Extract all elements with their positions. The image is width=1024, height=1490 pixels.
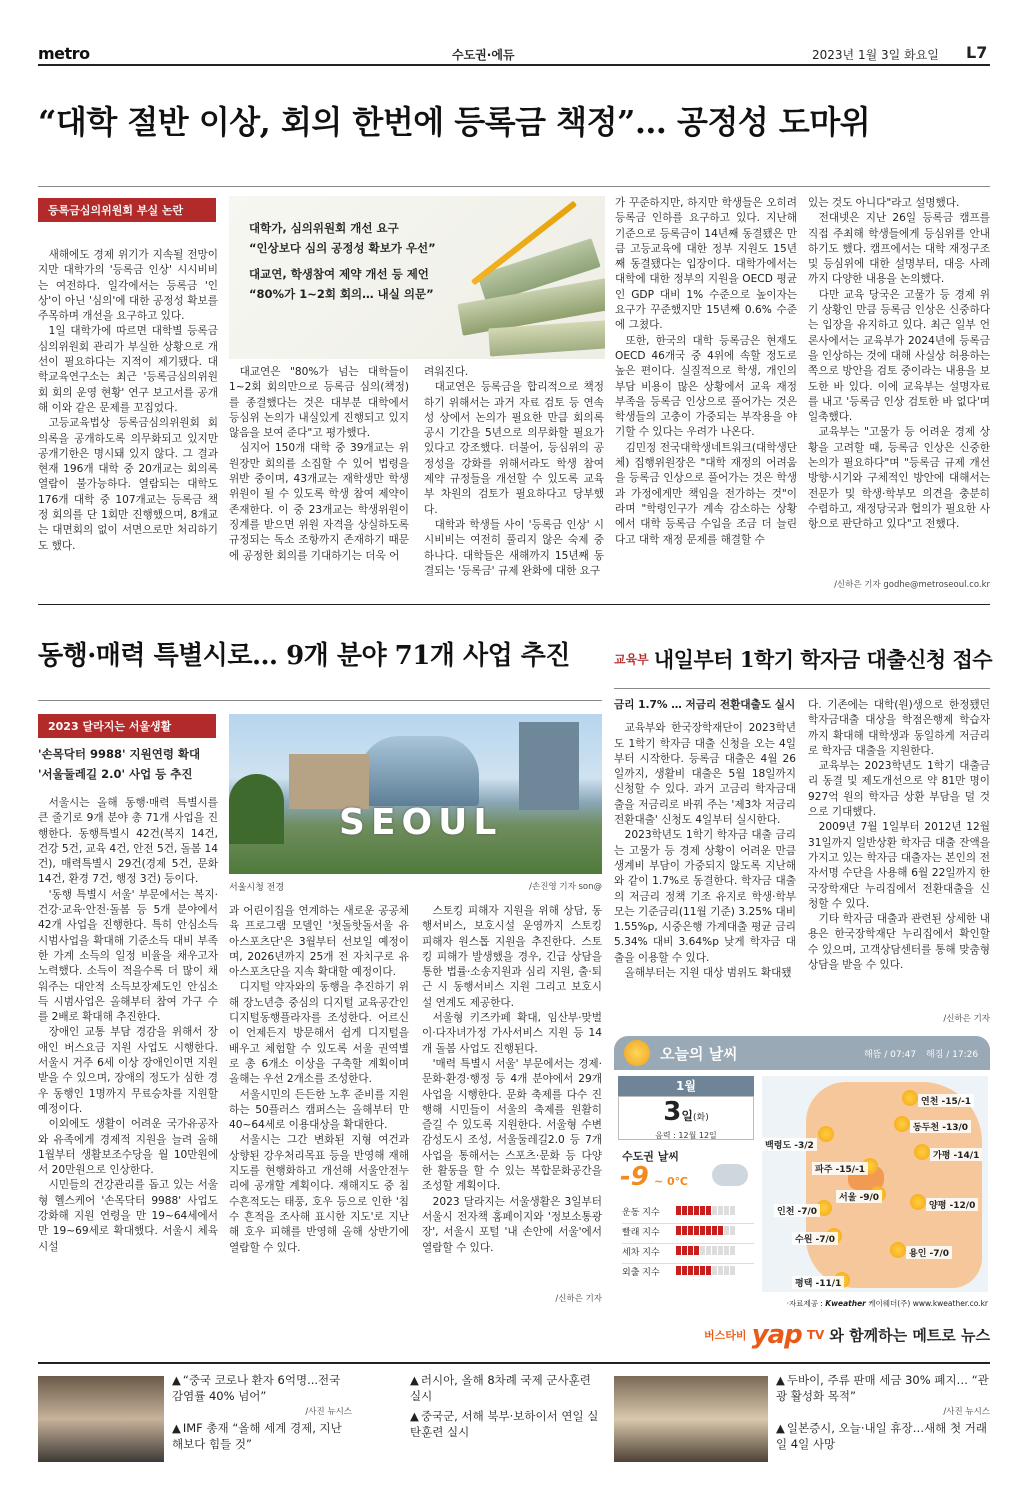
article2-tag	[38, 714, 218, 738]
weather-box	[614, 1036, 990, 1314]
city-label: 서울 -9/0	[836, 1190, 882, 1203]
weather-source: ·자료제공 : Kweather 케이웨더(주) www.kweather.co.kr	[786, 1299, 988, 1308]
calendar-month: 1월	[618, 1076, 754, 1096]
building-shape	[519, 722, 579, 810]
page-header	[0, 0, 1024, 64]
article1-rule	[38, 186, 990, 187]
article1-col3: 려워진다. 대교연은 등록금을 합리적으로 책정하기 위해서는 과거 자료 검토 등 연속성 상에서 논의가 필요한 만큼 회의록 공시 기간을 5년으로 의무화할 필요가 있다고 강조했다. 더불어, 등심위의 공정성을 강화를 위해서라도 학생 참여 제약 규정들을 개선할 수 있도록 교육부 차원의 검토가 필요하다고 당부했다. 대학과 학생들 사이 '등록금 인상' 시시비비는 여전히 풀리지 않은 숙제 중 하나다. 대학들은 새해까지 15년째 동결되는 '등록금' 규제 완화에 대한 요구	[424, 366, 604, 577]
region-label: 수도권 날씨	[622, 1150, 679, 1163]
article3-rule	[614, 688, 990, 689]
index-bar	[688, 1226, 693, 1235]
article3-col2: 다. 기존에는 대학(원)생으로 한정됐던 학자금대출 대상을 학점은행제 학습자까지 확대해 대학생과 동일하게 저금리로 학자금 대출을 지원한다. 교육부는 2023학년도 1학기 대출금리 동결 및 제도개선으로 약 81만 명이 927억 원의 학자금 상환 부담을 덜 것으로 기대했다. 2009년 7월 1일부터 2012년 12월 31일까지 일반상환 학자금 대출 잔액을 가지고 있는 학자금 대출자는 본인의 전자서명 수단을 사용해 6월 22일까지 한국장학재단 누리집에서 전환대출을 신청할 수 있다. 기타 학자금 대출과 관련된 상세한 내용은 한국장학재단 누리집에서 확인할 수 있으며, 고객상담센터를 통해 맞춤형 상담을 받을 수 있다.	[808, 699, 990, 972]
tag-label: 2023 달라지는 서울생활	[38, 714, 216, 738]
photo-caption: 대학가, 심의위원회 개선 요구 “인상보다 심의 공정성 확보가 우선” 대교연, 학생참여 제약 개선 등 제언 “80%가 1~2회 회의… 내실 의문”	[249, 221, 436, 301]
index-bar	[730, 1206, 735, 1215]
news-text: ▲ 러시아, 올해 8차례 국제 군사훈련 실시 ▲ 중국군, 서해 북부·보하이서 연일 실탄훈련 실시	[410, 1373, 599, 1439]
section-rule	[38, 604, 990, 605]
index-bar	[724, 1246, 729, 1255]
article1-tag	[38, 198, 218, 222]
index-bar	[688, 1246, 693, 1255]
index-bar	[724, 1226, 729, 1235]
article1-col2: 대교연은 "80%가 넘는 대학들이 1~2회 회의만으로 등록금 심의(책정)를 종결했다는 것은 대부분 대학에서 등심위 논의가 내실있게 진행되고 있지 않음을 보여 준다"고 평가했다. 심지어 150개 대학 중 39개교는 위원장만 회의를 소집할 수 있어 법령을 위반 중이며, 43개교는 재학생만 학생위원이 될 수 있도록 학생 참여 제약이 존재한다. 이 중 23개교는 학생위원이 징계를 받으면 위원 자격을 상실하도록 규정되는 독소 조항까지 존재하기 때문에 공정한 회의를 기대하기는 더욱 어	[229, 366, 409, 562]
sunset-time: 해짐 / 17:26	[926, 1050, 979, 1060]
yap-logo: yap	[751, 1320, 802, 1350]
article3-tag: 교육부	[614, 652, 649, 667]
index-bar	[718, 1246, 723, 1255]
index-bar	[718, 1206, 723, 1215]
city-label: 가평 -14/1	[930, 1148, 982, 1161]
weather-left-panel	[614, 1072, 756, 1292]
index-bar	[676, 1226, 681, 1235]
index-bar	[712, 1246, 717, 1255]
cloud-icon	[712, 1164, 748, 1186]
index-bar	[724, 1206, 729, 1215]
weather-map	[762, 1076, 988, 1292]
index-bar	[700, 1246, 705, 1255]
region-temp	[620, 1162, 688, 1192]
index-bar	[700, 1226, 705, 1235]
news-thumbnail	[614, 1376, 768, 1462]
lunar-date: 음력 : 12월 12일	[655, 1131, 717, 1140]
tv-banner	[614, 1320, 990, 1360]
news-rule	[38, 1362, 990, 1364]
tv-brand-pre: 버스타비	[704, 1329, 747, 1342]
news-text: ▲ 두바이, 주류 판매 세금 30% 폐지… “관광 활성화 목적” /사진 뉴시스 ▲ 일본증시, 오늘·내일 휴장…새해 첫 거래일 4일 사망	[776, 1373, 990, 1451]
index-bar	[682, 1226, 687, 1235]
index-row: 빨래 지수	[622, 1224, 754, 1244]
index-bar	[682, 1266, 687, 1275]
city-label: 백령도 -3/2	[762, 1138, 817, 1151]
article1-col4: 가 꾸준하지만, 하지만 학생들은 오히려 등록금 인하를 요구하고 있다. 지난해 기준으로 등록금이 14년째 동결됐은 만큼 고등교육에 대한 정부 지원도 15년째 동결됐다는 입장이다. 대학가에서는 대학에 대한 정부의 지원을 OECD 평균인 GDP 대비 1% 수준으로 높이자는 요구가 꾸준했지만 15년째 0.6% 수준에 그쳤다. 또한, 한국의 대학 등록금은 현재도 OECD 46개국 중 4위에 속할 정도로 높은 편이다. 실질적으로 학생, 개인의 부담 비용이 많은 상황에서 교육 재정 부족을 등록금 인상으로 풀어가는 것은 학생들의 고충이 가중되는 부작용을 야기할 수 있다는 우려가 나온다. 김민정 전국대학생네트워크(대학생단체) 집행위원장은 "대학 재정의 어려움을 등록금 인상으로 풀어가는 것은 학생과 가정에게만 책임을 전가하는 것"이라며 "학령인구가 계속 감소하는 상황에서 대학 등록금 수입을 조금 더 늘린다고 대학 재정 문제를 해결할 수	[615, 197, 797, 546]
page-number: L7	[966, 43, 988, 62]
seoul-cityhall-photo	[229, 714, 602, 874]
index-row: 외출 지수	[622, 1264, 754, 1284]
news-text: ▲ “중국 코로나 환자 6억명...전국 감염률 40% 넘어” /사진 뉴시스 ▲ IMF 총재 “올해 세계 경제, 지난해보다 힘들 것”	[172, 1373, 352, 1451]
city-label: 파주 -15/-1	[812, 1162, 868, 1175]
temp-high: ~ 0℃	[653, 1175, 689, 1188]
index-bar	[724, 1266, 729, 1275]
index-bar	[730, 1266, 735, 1275]
index-bar	[706, 1206, 711, 1215]
sun-icon	[890, 1242, 906, 1258]
article2-col1: 서울시는 올해 동행·매력 특별시를 큰 줄기로 9개 분야 총 71개 사업을 진행한다. 동행특별시 42건(복지 14건, 건강 5건, 교육 4건, 안전 5건, 돌봄 14건), 매력특별시 29건(경제 5건, 문화 14건, 환경 7건, 행정 3건) 등이다. '동행 특별시 서울' 부문에서는 복지·건강·교육·안전·돌봄 등 5개 분야에서 42개 사업을 진행한다. 특히 안심소득 시범사업을 확대해 기준소득 대비 부족한 가계 소득의 일정 비율을 채우고자 노력했다. 소득이 적을수록 더 많이 채워주는 대안적 소득보장제도인 안심소득 시범사업은 올해부터 참여 가구 수를 2배로 확대해 추진한다. 장애인 교통 부담 경감을 위해서 장애인 버스요금 지원 사업도 시행한다. 서울시 거주 6세 이상 장애인이면 지원받을 수 있으며, 장애의 정도가 심한 경우 동행인 1명까지 무료승차를 지원할 예정이다. 이외에도 생활이 어려운 국가유공자와 유족에게 경제적 지원을 늘려 올해 1월부터 생활보조수당을 월 10만원에서 20만원으로 인상한다. 시민들의 건강관리를 돕고 있는 서울형 헬스케어 '손목닥터 9988' 사업도 강화해 지원 연령을 만 19~64세에서 만 19~69세로 확대했다. 서울시 체육시설	[38, 797, 218, 1253]
article3-title: 내일부터 1학기 학자금 대출신청 접수	[653, 647, 993, 672]
sun-icon	[914, 1144, 930, 1160]
temp-low: -9	[620, 1162, 649, 1192]
news-thumbnail	[38, 1376, 164, 1462]
article3-col1: 금리 1.7% … 저금리 전환대출도 실시 교육부와 한국장학재단이 2023학년도 1학기 학자금 대출 신청을 오는 4일부터 시작한다. 등록금 대출은 4월 26일까지, 생활비 대출은 5월 18일까지 신청할 수 있다. 과거 고금리 학자금대출을 저금리로 바꿔 주는 '제3차 저금리 전환대출' 신청도 4일부터 실시한다. 2023학년도 1학기 학자금 대출 금리는 고물가 등 경제 상황이 어려운 만큼 생계비 부담이 가중되지 않도록 지난해와 같이 1.7%로 동결한다. 학자금 대출의 저금리 정책 기조 유지로 학생·학부모는 기준금리(11월 기준) 3.25% 대비 1.55%p, 시중은행 가계대출 평균 금리 5.34% 대비 3.64%p 낮게 학자금 대출을 이용할 수 있다. 올해부터는 지원 대상 범위도 확대됐	[614, 699, 796, 980]
index-bar	[706, 1266, 711, 1275]
index-bar	[676, 1246, 681, 1255]
metro-logo: metro	[38, 44, 90, 63]
article2-col3: 스토킹 피해자 지원을 위해 상담, 동행서비스, 보호시설 운영까지 스토킹 피해자 원스톱 지원을 추진한다. 스토킹 피해가 발생했을 경우, 긴급 상담을 통한 법률·소송지원과 심리 지원, 출·퇴근 시 동행서비스 지원 그리고 보호시설 연계도 제공한다. 서울형 키즈카페 확대, 임산부·맞벌이·다자녀가정 가사서비스 지원 등 14개 돌봄 사업도 진행된다. '매력 특별시 서울' 부문에서는 경제·문화·환경·행정 등 4개 분야에서 29개 사업을 시행한다. 문화 축제를 다수 진행해 시민들이 서울의 축제를 원활히 즐길 수 있도록 지원한다. 서울형 수변감성도시 조성, 서울둘레길2.0 등 7개 사업을 통해서는 스포츠·문화 등 다양한 활동을 할 수 있는 복합문화공간을 조성할 계획이다. 2023 달라지는 서울생활은 3일부터 서울시 전자책 홈페이지와 '정보소통광장', 서울시 포털 '내 손안에 서울'에서 열람할 수 있다.	[422, 905, 602, 1254]
calendar-weekday: (화)	[692, 1113, 709, 1123]
index-bar	[682, 1206, 687, 1215]
article2-byline: /신하은 기자	[555, 1294, 602, 1304]
header-rule	[38, 64, 990, 66]
article1-col1: 새해에도 경제 위기가 지속될 전망이지만 대학가의 '등록금 인상' 시시비비는 여전하다. 일각에서는 등록금 '인상'이 아닌 '심의'에 대한 공정성 확보를 주목하며 개선을 요구하고 있다. 1일 대학가에 따르면 대학별 등록금 심의위원회 관리가 부실한 상황으로 개선이 필요하다는 지적이 제기됐다. 대학교육연구소는 최근 '등록금심의위원회 회의 운영 현황' 연구 보고서를 공개해 이와 같은 문제를 꼬집었다. 고등교육법상 등록금심의위원회 회의록을 공개하도록 의무화되고 있지만 공개기한은 명시돼 있지 않다. 그 결과 현재 196개 대학 중 20개교는 회의록 열람이 불가능하다. 열람되는 대학도 176개 대학 중 107개교는 등록금 책정 회의를 단 1회만 진행했으며, 8개교는 대면회의 없이 서면으로만 처리하기도 했다.	[38, 249, 218, 552]
index-bar	[730, 1246, 735, 1255]
news-item	[38, 1372, 352, 1472]
city-label: 용인 -7/0	[906, 1246, 952, 1259]
sun-icon	[910, 1194, 926, 1210]
index-bar	[694, 1226, 699, 1235]
weather-indices	[622, 1204, 754, 1284]
index-bar	[718, 1266, 723, 1275]
city-label: 동두천 -13/0	[910, 1120, 971, 1133]
index-row: 세차 지수	[622, 1244, 754, 1264]
index-bar	[676, 1266, 681, 1275]
sun-icon	[894, 1116, 910, 1132]
calendar-day-unit: 일	[681, 1109, 693, 1123]
sun-icon	[818, 1126, 834, 1142]
weather-header	[614, 1036, 990, 1070]
city-label: 인천 -7/0	[774, 1204, 820, 1217]
index-bar	[718, 1226, 723, 1235]
tv-label: TV	[806, 1328, 825, 1342]
index-bar	[688, 1206, 693, 1215]
building-shape	[359, 736, 479, 806]
article1-byline: /신하은 기자 godhe@metroseoul.co.kr	[834, 580, 990, 590]
article3-headline	[614, 644, 993, 674]
news-item	[410, 1372, 600, 1472]
index-bar	[706, 1246, 711, 1255]
index-row: 운동 지수	[622, 1204, 754, 1224]
tag-label: 등록금심의위원회 부실 논란	[38, 198, 216, 222]
tree-shape	[229, 774, 284, 844]
index-bar	[712, 1206, 717, 1215]
index-bar	[712, 1266, 717, 1275]
index-bar	[712, 1226, 717, 1235]
photo-caption: 서울시청 전경	[229, 883, 285, 893]
tv-banner-text: 와 함께하는 메트로 뉴스	[829, 1326, 990, 1345]
article1-col5: 있는 것도 아니다"라고 설명했다. 전대넷은 지난 26일 등록금 캠프를 직접 주최해 학생들에게 등심위를 안내하기도 했다. 캠프에서는 대학 재정구조 및 등심위에 대한 설명부터, 대응 사례까지 다양한 내용을 논의했다. 다만 교육 당국은 고물가 등 경제 위기 상황인 만큼 등록금 인상은 신중하다는 입장을 유지하고 있다. 최근 일부 언론사에서는 교육부가 2024년에 등록금을 인상하는 것에 대해 사실상 허용하는 쪽으로 방안을 검토 중이라는 내용을 보도한 바 있다. 이에 교육부는 설명자료를 내고 '등록금 인상 검토한 바 없다'며 일축했다. 교육부는 "고물가 등 어려운 경제 상황을 고려할 때, 등록금 인상은 신중한 논의가 필요하다"며 "등록금 규제 개선 방향·시기와 구체적인 방안에 대해서는 전문가 및 학생·학부모 의견을 충분히 수렴하고, 재정당국과 협의가 필요한 사항으로 판단하고 있다"고 전했다.	[808, 197, 990, 531]
city-label: 연천 -15/-1	[918, 1094, 974, 1107]
article3-byline: /신하은 기자	[943, 1014, 990, 1024]
sun-icon	[902, 1090, 918, 1106]
city-label: 양평 -12/0	[926, 1198, 978, 1211]
issue-date: 2023년 1월 3일 화요일	[812, 48, 939, 62]
index-bar	[700, 1266, 705, 1275]
article1-headline: “대학 절반 이상, 회의 한번에 등록금 책정”… 공정성 도마위	[38, 103, 871, 141]
city-label: 수원 -7/0	[792, 1232, 838, 1245]
seoul-sign: SEOUL	[339, 802, 503, 843]
article2-headline: 동행·매력 특별시로… 9개 분야 71개 사업 추진	[38, 641, 570, 671]
index-bar	[730, 1226, 735, 1235]
index-bar	[694, 1206, 699, 1215]
index-bar	[682, 1246, 687, 1255]
article2-col2: 과 어린이집을 연계하는 새로운 공공체육 프로그램 모델인 '첫돌핫돌서울 유아스포츠단'은 3월부터 선보일 예정이며, 2026년까지 25개 전 자치구로 유아스포츠단을 지속 확대할 예정이다. 디지털 약자와의 동행을 추진하기 위해 장노년층 중심의 디지털 교육공간인 디지털동행플라자를 조성한다. 어르신이 언제든지 방문해서 쉽게 디지털을 배우고 체험할 수 있도록 서울 권역별로 총 6개소 이상을 구축할 계획이며 올해는 우선 2개소를 조성한다. 서울시민의 든든한 노후 준비를 지원하는 50플러스 캠퍼스는 올해부터 만 40~64세로 이용대상을 확대한다. 서울시는 그간 변화된 지형 여건과 상향된 강우처리목표 등을 반영해 재해지도를 현행화하고 개선해 서울안전누리에 공개할 계획이다. 재해지도 중 침수흔적도는 태풍, 호우 등으로 인한 '침수 흔적을 조사해 표시한 지도'로 지난해 호우 피해를 반영해 올해 상반기에 열람할 수 있다.	[229, 905, 409, 1254]
index-bar	[688, 1266, 693, 1275]
index-bar	[694, 1266, 699, 1275]
index-bar	[676, 1206, 681, 1215]
city-label: 평택 -11/1	[792, 1276, 844, 1289]
index-bar	[700, 1206, 705, 1215]
sunrise-time: 해뜸 / 07:47	[864, 1050, 917, 1060]
building-shape	[289, 754, 369, 809]
sun-cloud-icon	[624, 1040, 650, 1066]
calendar-day: 3	[663, 1097, 682, 1127]
money-photo	[229, 196, 605, 359]
article2-rule	[38, 700, 602, 701]
article2-subheads: '손목닥터 9988' 지원연령 확대 '서울둘레길 2.0' 사업 등 추진	[38, 747, 201, 781]
index-bar	[706, 1226, 711, 1235]
index-bar	[694, 1246, 699, 1255]
section-name: 수도권·에듀	[452, 48, 515, 62]
photo-credit: /손진영 기자 son@	[529, 882, 602, 892]
weather-title: 오늘의 날씨	[660, 1045, 738, 1063]
news-item	[614, 1372, 990, 1472]
